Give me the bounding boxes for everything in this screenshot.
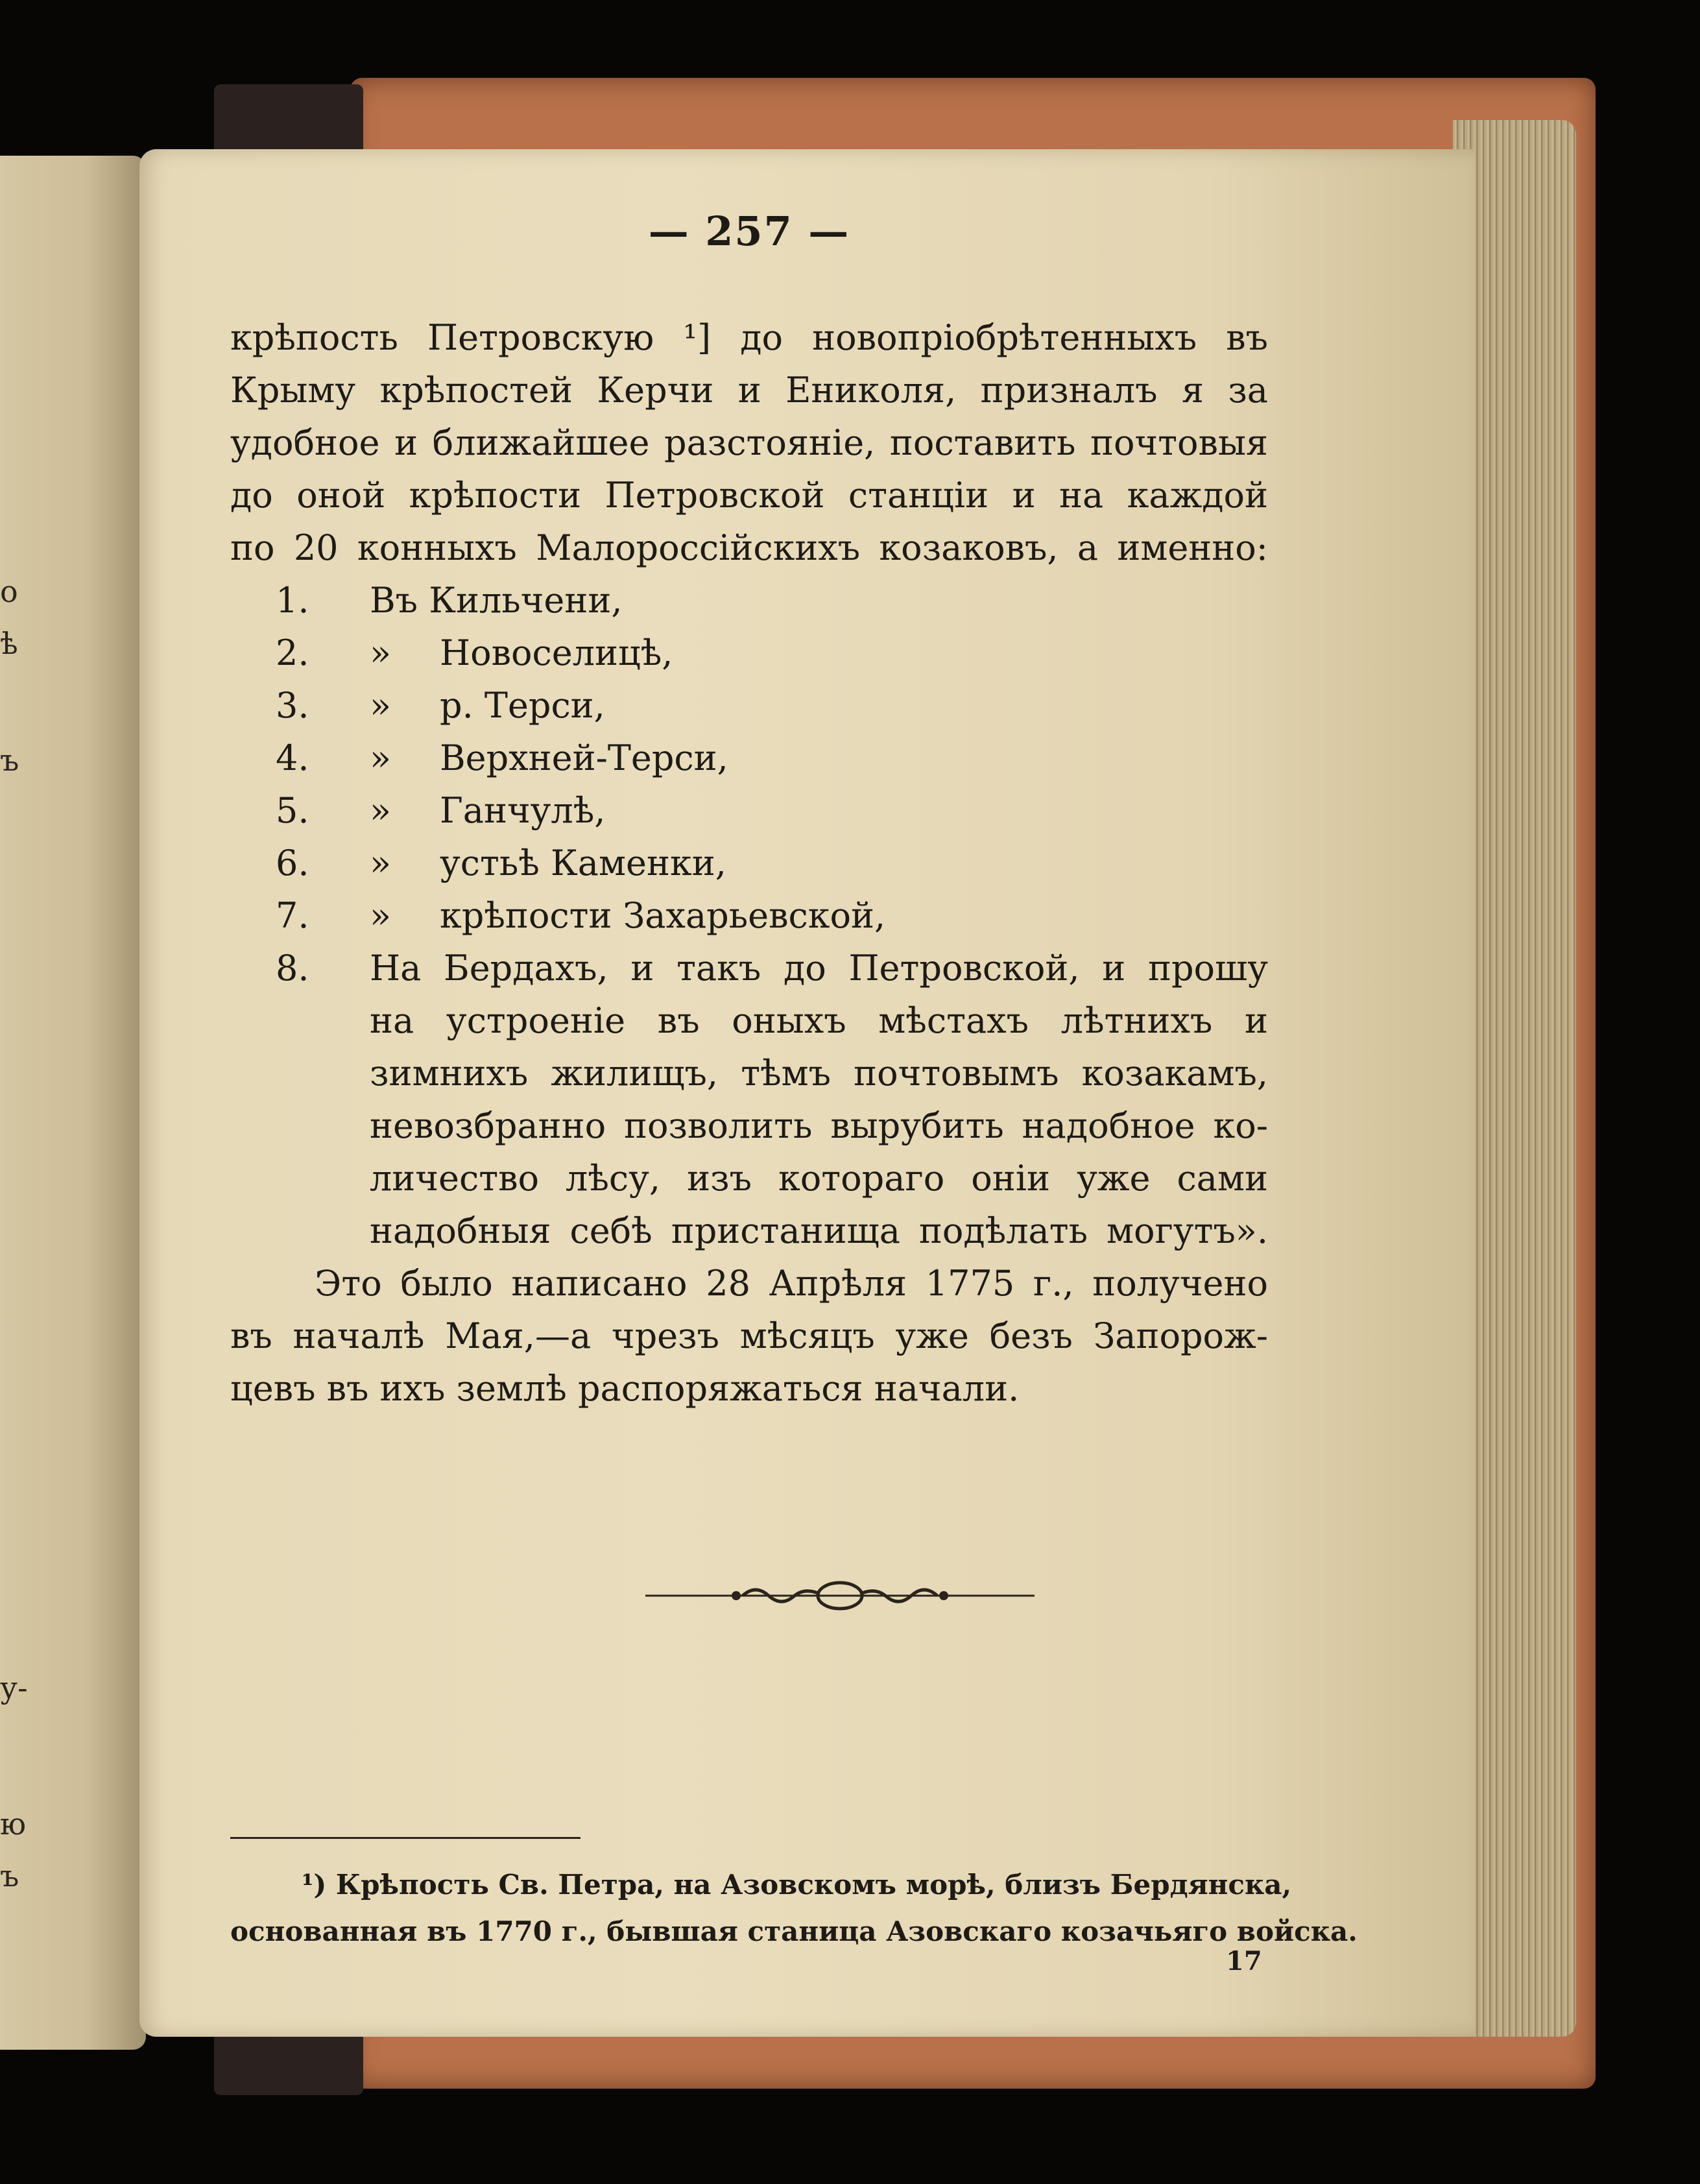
list-item (230, 627, 1268, 679)
text-line: надобныя себѣ пристанища подѣлать могутъ». (370, 1210, 1268, 1251)
item-text: Ганчулѣ, (440, 790, 606, 831)
footnote-line: основанная въ 1770 г., бывшая станица Азовскаго козачьяго войска. (230, 1915, 1358, 1947)
footnote (230, 1862, 1358, 1955)
list-item-8 (230, 942, 1268, 1257)
text-line: удобное и ближайшее разстояніе, поставить почтовыя (230, 422, 1268, 463)
left-page-fragment: ѣ (0, 626, 18, 661)
list-item (230, 889, 1268, 942)
opening-paragraph (230, 311, 1268, 574)
closing-paragraph (230, 1257, 1268, 1415)
item-text: крѣпости Захарьевской, (440, 895, 886, 936)
text-line: Это было написано 28 Апрѣля 1775 г., получено (315, 1263, 1268, 1304)
page-number: — 257 — (648, 208, 850, 255)
text-line: по 20 конныхъ Малороссійскихъ козаковъ, а именно: (230, 527, 1268, 568)
item-number: 7. (276, 895, 309, 936)
list-item (230, 574, 1268, 627)
list-item (230, 837, 1268, 889)
list-item (230, 784, 1268, 837)
text-line: На Бердахъ, и такъ до Петровской, и прошу (370, 948, 1268, 989)
item-number: 6. (276, 843, 309, 883)
ditto-mark: » (370, 685, 392, 726)
item-number: 5. (276, 790, 309, 831)
text-line: зимнихъ жилищъ, тѣмъ почтовымъ козакамъ, (370, 1053, 1268, 1094)
item-number: 2. (276, 632, 309, 673)
ditto-mark: » (370, 843, 392, 883)
footnote-line: ¹) Крѣпость Св. Петра, на Азовскомъ морѣ, близъ Бердянска, (302, 1869, 1292, 1901)
text-line: крѣпость Петровскую ¹] до новопріобрѣтенныхъ въ (230, 317, 1268, 358)
item-number: 4. (276, 738, 309, 778)
ditto-mark: » (370, 632, 392, 673)
ditto-mark: » (370, 895, 392, 936)
list-item (230, 679, 1268, 732)
left-page-fragment: ъ (0, 743, 19, 778)
text-line: личество лѣсу, изъ котораго оніи уже сами (370, 1158, 1268, 1199)
left-page-fragment: ю (0, 1806, 27, 1842)
text-line: на устроеніе въ оныхъ мѣстахъ лѣтнихъ и (370, 1000, 1268, 1041)
list-item (230, 732, 1268, 784)
text-line: невозбранно позволить вырубить надобное ко- (370, 1105, 1268, 1146)
signature-mark: 17 (1226, 1946, 1262, 1976)
item-number: 3. (276, 685, 309, 726)
left-page-fragment: ъ (0, 1858, 19, 1893)
text-line: до оной крѣпости Петровской станціи и на каждой (230, 475, 1268, 516)
left-page (0, 156, 146, 2050)
text-line: цевъ въ ихъ землѣ распоряжаться начали. (230, 1368, 1020, 1409)
right-page (139, 149, 1476, 2037)
station-list (230, 574, 1268, 1257)
left-page-fragment: у- (0, 1670, 28, 1705)
text-line: въ началѣ Мая,—а чрезъ мѣсяцъ уже безъ Запорож- (230, 1315, 1268, 1356)
item-text: Верхней-Терси, (440, 738, 728, 778)
body-text (230, 311, 1268, 1415)
ditto-mark: » (370, 790, 392, 831)
item-text: Новоселицѣ, (440, 632, 673, 673)
footnote-rule (230, 1837, 581, 1839)
text-line: Крыму крѣпостей Керчи и Ениколя, призналъ я за (230, 370, 1268, 411)
item-text: устьѣ Каменки, (440, 843, 726, 883)
item-number: 8. (276, 948, 309, 989)
item-text: Въ Кильчени, (370, 580, 623, 621)
item-text: р. Терси, (440, 685, 605, 726)
ditto-mark: » (370, 738, 392, 778)
item-number: 1. (276, 580, 309, 621)
left-page-fragment: о (0, 574, 18, 609)
ornament-divider-icon (645, 1576, 1035, 1615)
